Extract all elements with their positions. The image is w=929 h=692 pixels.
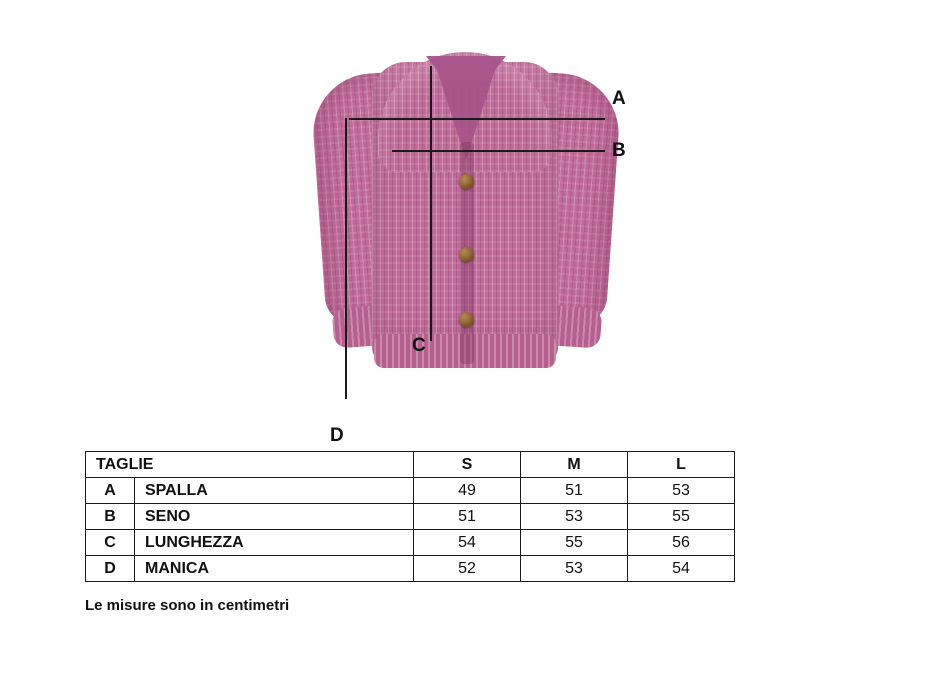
measure-label-b: B bbox=[612, 140, 626, 161]
cell-spalla-l: 53 bbox=[628, 478, 735, 504]
measure-line-c bbox=[430, 66, 432, 341]
header-size-l: L bbox=[628, 452, 735, 478]
button-3 bbox=[459, 312, 474, 327]
cell-manica-m: 53 bbox=[521, 556, 628, 582]
cardigan-image bbox=[300, 22, 630, 412]
row-name-manica: MANICA bbox=[135, 556, 414, 582]
cell-spalla-m: 51 bbox=[521, 478, 628, 504]
cell-lunghezza-m: 55 bbox=[521, 530, 628, 556]
measure-line-a bbox=[349, 118, 605, 120]
row-key-a: A bbox=[86, 478, 135, 504]
cell-seno-l: 55 bbox=[628, 504, 735, 530]
measure-label-d: D bbox=[330, 425, 344, 446]
measure-label-c: C bbox=[412, 335, 426, 356]
cell-seno-s: 51 bbox=[414, 504, 521, 530]
table-header-row bbox=[86, 452, 735, 478]
cell-lunghezza-l: 56 bbox=[628, 530, 735, 556]
cell-lunghezza-s: 54 bbox=[414, 530, 521, 556]
table-row bbox=[86, 556, 735, 582]
header-size-s: S bbox=[414, 452, 521, 478]
cell-manica-s: 52 bbox=[414, 556, 521, 582]
table-row bbox=[86, 530, 735, 556]
cell-seno-m: 53 bbox=[521, 504, 628, 530]
row-key-d: D bbox=[86, 556, 135, 582]
header-taglie: TAGLIE bbox=[86, 452, 414, 478]
size-chart-table bbox=[85, 451, 735, 582]
row-name-lunghezza: LUNGHEZZA bbox=[135, 530, 414, 556]
row-name-seno: SENO bbox=[135, 504, 414, 530]
units-footnote: Le misure sono in centimetri bbox=[85, 597, 290, 614]
button-2 bbox=[459, 247, 474, 262]
measure-line-d bbox=[345, 118, 347, 399]
cell-spalla-s: 49 bbox=[414, 478, 521, 504]
row-name-spalla: SPALLA bbox=[135, 478, 414, 504]
table-row bbox=[86, 504, 735, 530]
header-size-m: M bbox=[521, 452, 628, 478]
table-row bbox=[86, 478, 735, 504]
row-key-b: B bbox=[86, 504, 135, 530]
measure-line-b bbox=[392, 150, 605, 152]
measure-label-a: A bbox=[612, 88, 626, 109]
button-1 bbox=[459, 174, 474, 189]
cell-manica-l: 54 bbox=[628, 556, 735, 582]
row-key-c: C bbox=[86, 530, 135, 556]
